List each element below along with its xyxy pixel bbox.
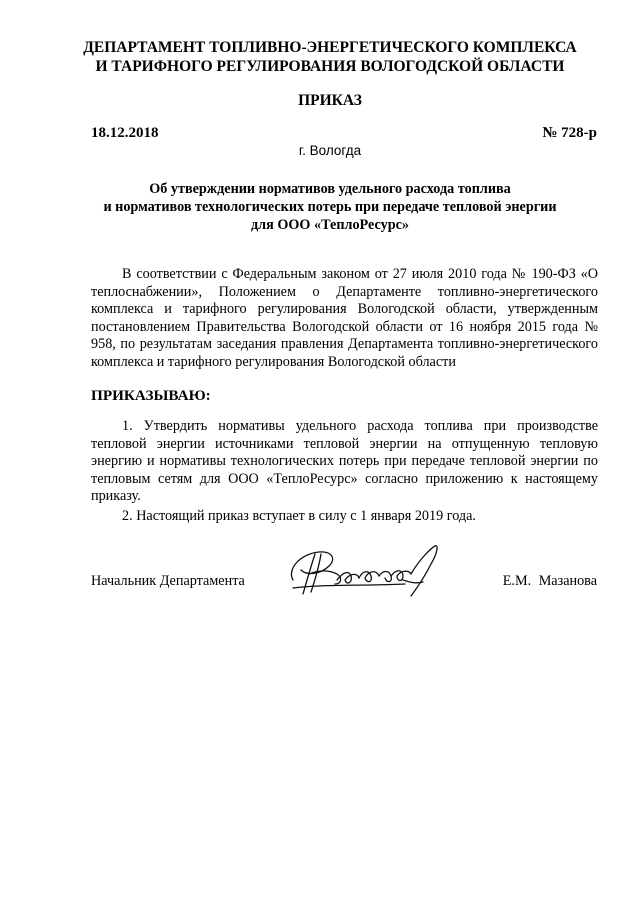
order-date: 18.12.2018 [91, 125, 159, 141]
order-city: г. Вологда [298, 143, 362, 158]
header-line-1: ДЕПАРТАМЕНТ ТОПЛИВНО-ЭНЕРГЕТИЧЕСКОГО КОМПЛЕКСА [83, 39, 577, 56]
preamble-paragraph: В соответствии с Федеральным законом от 27 июля 2010 года № 190-ФЗ «О теплоснабжении», Положением о Департаменте топливно-энергетического комплекса и тарифного регулирования Вологодской области, утвержденным постановлением Правительства Вологодской области от 16 ноября 2015 года № 958, по результатам заседания правления Департамента топливно-энергетического комплекса и тарифного регулирования Вологодской области [91, 266, 598, 370]
department-header [60, 38, 600, 76]
signatory-name: Е.М. Мазанова [502, 573, 597, 589]
signatory-position: Начальник Департамента [91, 573, 245, 589]
header-line-2: И ТАРИФНОГО РЕГУЛИРОВАНИЯ ВОЛОГОДСКОЙ ОБЛАСТИ [95, 58, 565, 75]
order-number: № 728-р [542, 125, 597, 141]
item-1-paragraph: 1. Утвердить нормативы удельного расхода топлива при производстве тепловой энергии источниками тепловой энергии на отпущенную тепловую энергию и нормативы технологических потерь при передаче тепловой энергии по тепловым сетям для ООО «ТеплоРесурс» согласно приложению к настоящему приказу. [91, 418, 598, 504]
subject-line-3: для ООО «ТеплоРесурс» [251, 217, 409, 233]
approve-heading: ПРИКАЗЫВАЮ: [91, 387, 211, 404]
handwritten-signature [285, 540, 455, 605]
item-2-paragraph: 2. Настоящий приказ вступает в силу с 1 января 2019 года. [122, 508, 476, 524]
subject-line-1: Об утверждении нормативов удельного расхода топлива [149, 181, 511, 197]
order-title: ПРИКАЗ [298, 92, 362, 109]
subject-line-2: и нормативов технологических потерь при передаче тепловой энергии [103, 199, 557, 215]
order-subject [80, 180, 580, 234]
